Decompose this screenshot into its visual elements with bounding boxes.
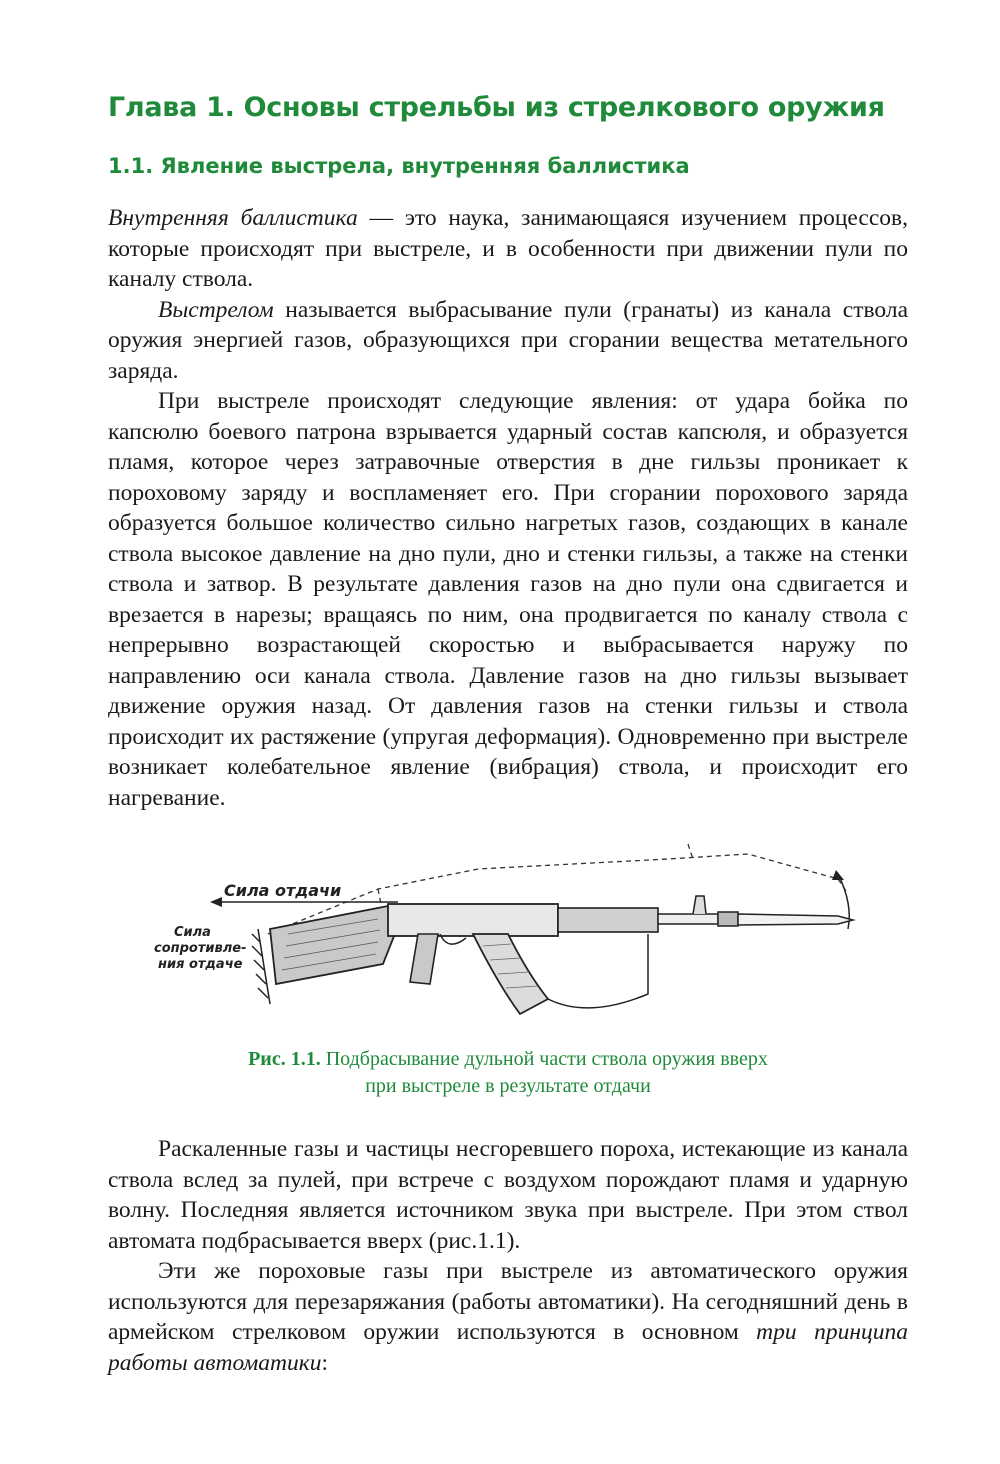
chapter-title: Глава 1. Основы стрельбы из стрелкового оружия [108, 92, 885, 123]
figure-rifle-recoil [148, 834, 868, 1034]
body-text-top [108, 203, 908, 813]
bayonet-handle [718, 912, 738, 926]
rifle-receiver [388, 904, 558, 936]
front-sight [693, 896, 706, 914]
caption-label: Рис. 1.1. [248, 1048, 321, 1070]
body-text-bottom [108, 1134, 908, 1378]
term-internal-ballistics: Внутренняя баллистика [108, 205, 358, 231]
figure-caption [108, 1046, 908, 1100]
rifle-barrel [658, 914, 718, 924]
label-resistance-3: ния отдаче [158, 957, 243, 972]
paragraph-2: Выстрелом называется выбрасывание пули (гранаты) из канала ствола оружия энергией газов, образующихся при сгорании вещества метательного заряда. [108, 296, 908, 384]
paragraph-1: Внутренняя баллистика — это наука, занимающаяся изучением процессов, которые происходят при выстреле, и в особенности при движении пули по каналу ствола. [108, 205, 908, 292]
rifle-stock [270, 906, 398, 984]
label-recoil-force: Сила отдачи [224, 881, 342, 900]
label-resistance-2: сопротивле- [154, 941, 247, 956]
paragraph-4: Раскаленные газы и частицы несгоревшего пороха, истекающие из канала ствола вслед за пулей, при встрече с воздухом порождают пламя и ударную волну. Последняя является источником звука при выстреле. При этом ствол автомата подбрасывается вверх (рис.1.1). [108, 1136, 908, 1254]
paragraph-5: Эти же пороховые газы при выстреле из автоматического оружия используются для перезаряжания (работы автоматики). На сегодняшний день в армейском стрелковом оружии используются в основном три принципа работы автоматики: [108, 1258, 908, 1376]
rifle-recoil-illustration [148, 834, 868, 1034]
rifle-sling [548, 934, 648, 1008]
wall-hatch [252, 929, 270, 1004]
label-resistance-1: Сила [174, 925, 211, 940]
paragraph-3: При выстреле происходят следующие явления: от удара бойка по капсюлю боевого патрона взрывается ударный состав капсюля, и образуется пламя, которое через затравочные отверстия в дне гильзы проникает к пороховому заряду и воспламеняет его. При сгорании порохового заряда образуется большое количество сильно нагретых газов, создающих в канале ствола высокое давление на дно пули, дно и стенки гильзы, а также на стенки ствола и затвор. В результате давления газов на дно пули она сдвигается и врезается в нарезы; вращаясь по ним, она продвигается по каналу ствола с непрерывно возрастающей скоростью и выбрасывается наружу по направлению оси канала ствола. Давление газов на дно гильзы вызывает движение оружия назад. От давления газов на стенки гильзы и ствола происходит их растяжение (упругая деформация). Одновременно при выстреле возникает колебательное явление (вибрация) ствола, и происходит его нагревание. [108, 388, 908, 811]
term-shot: Выстрелом [158, 296, 274, 323]
caption-line-2: при выстреле в результате отдачи [365, 1075, 651, 1097]
arc-arrowhead [832, 870, 844, 880]
bayonet-blade [738, 914, 853, 925]
pistol-grip [410, 934, 438, 984]
caption-line-1: Подбрасывание дульной части ствола оружия вверх [320, 1048, 768, 1070]
rifle-handguard [558, 908, 658, 932]
term-automatic-principles: три принципа работы автоматики [108, 1319, 908, 1376]
section-title: 1.1. Явление выстрела, внутренняя баллистика [108, 154, 690, 178]
